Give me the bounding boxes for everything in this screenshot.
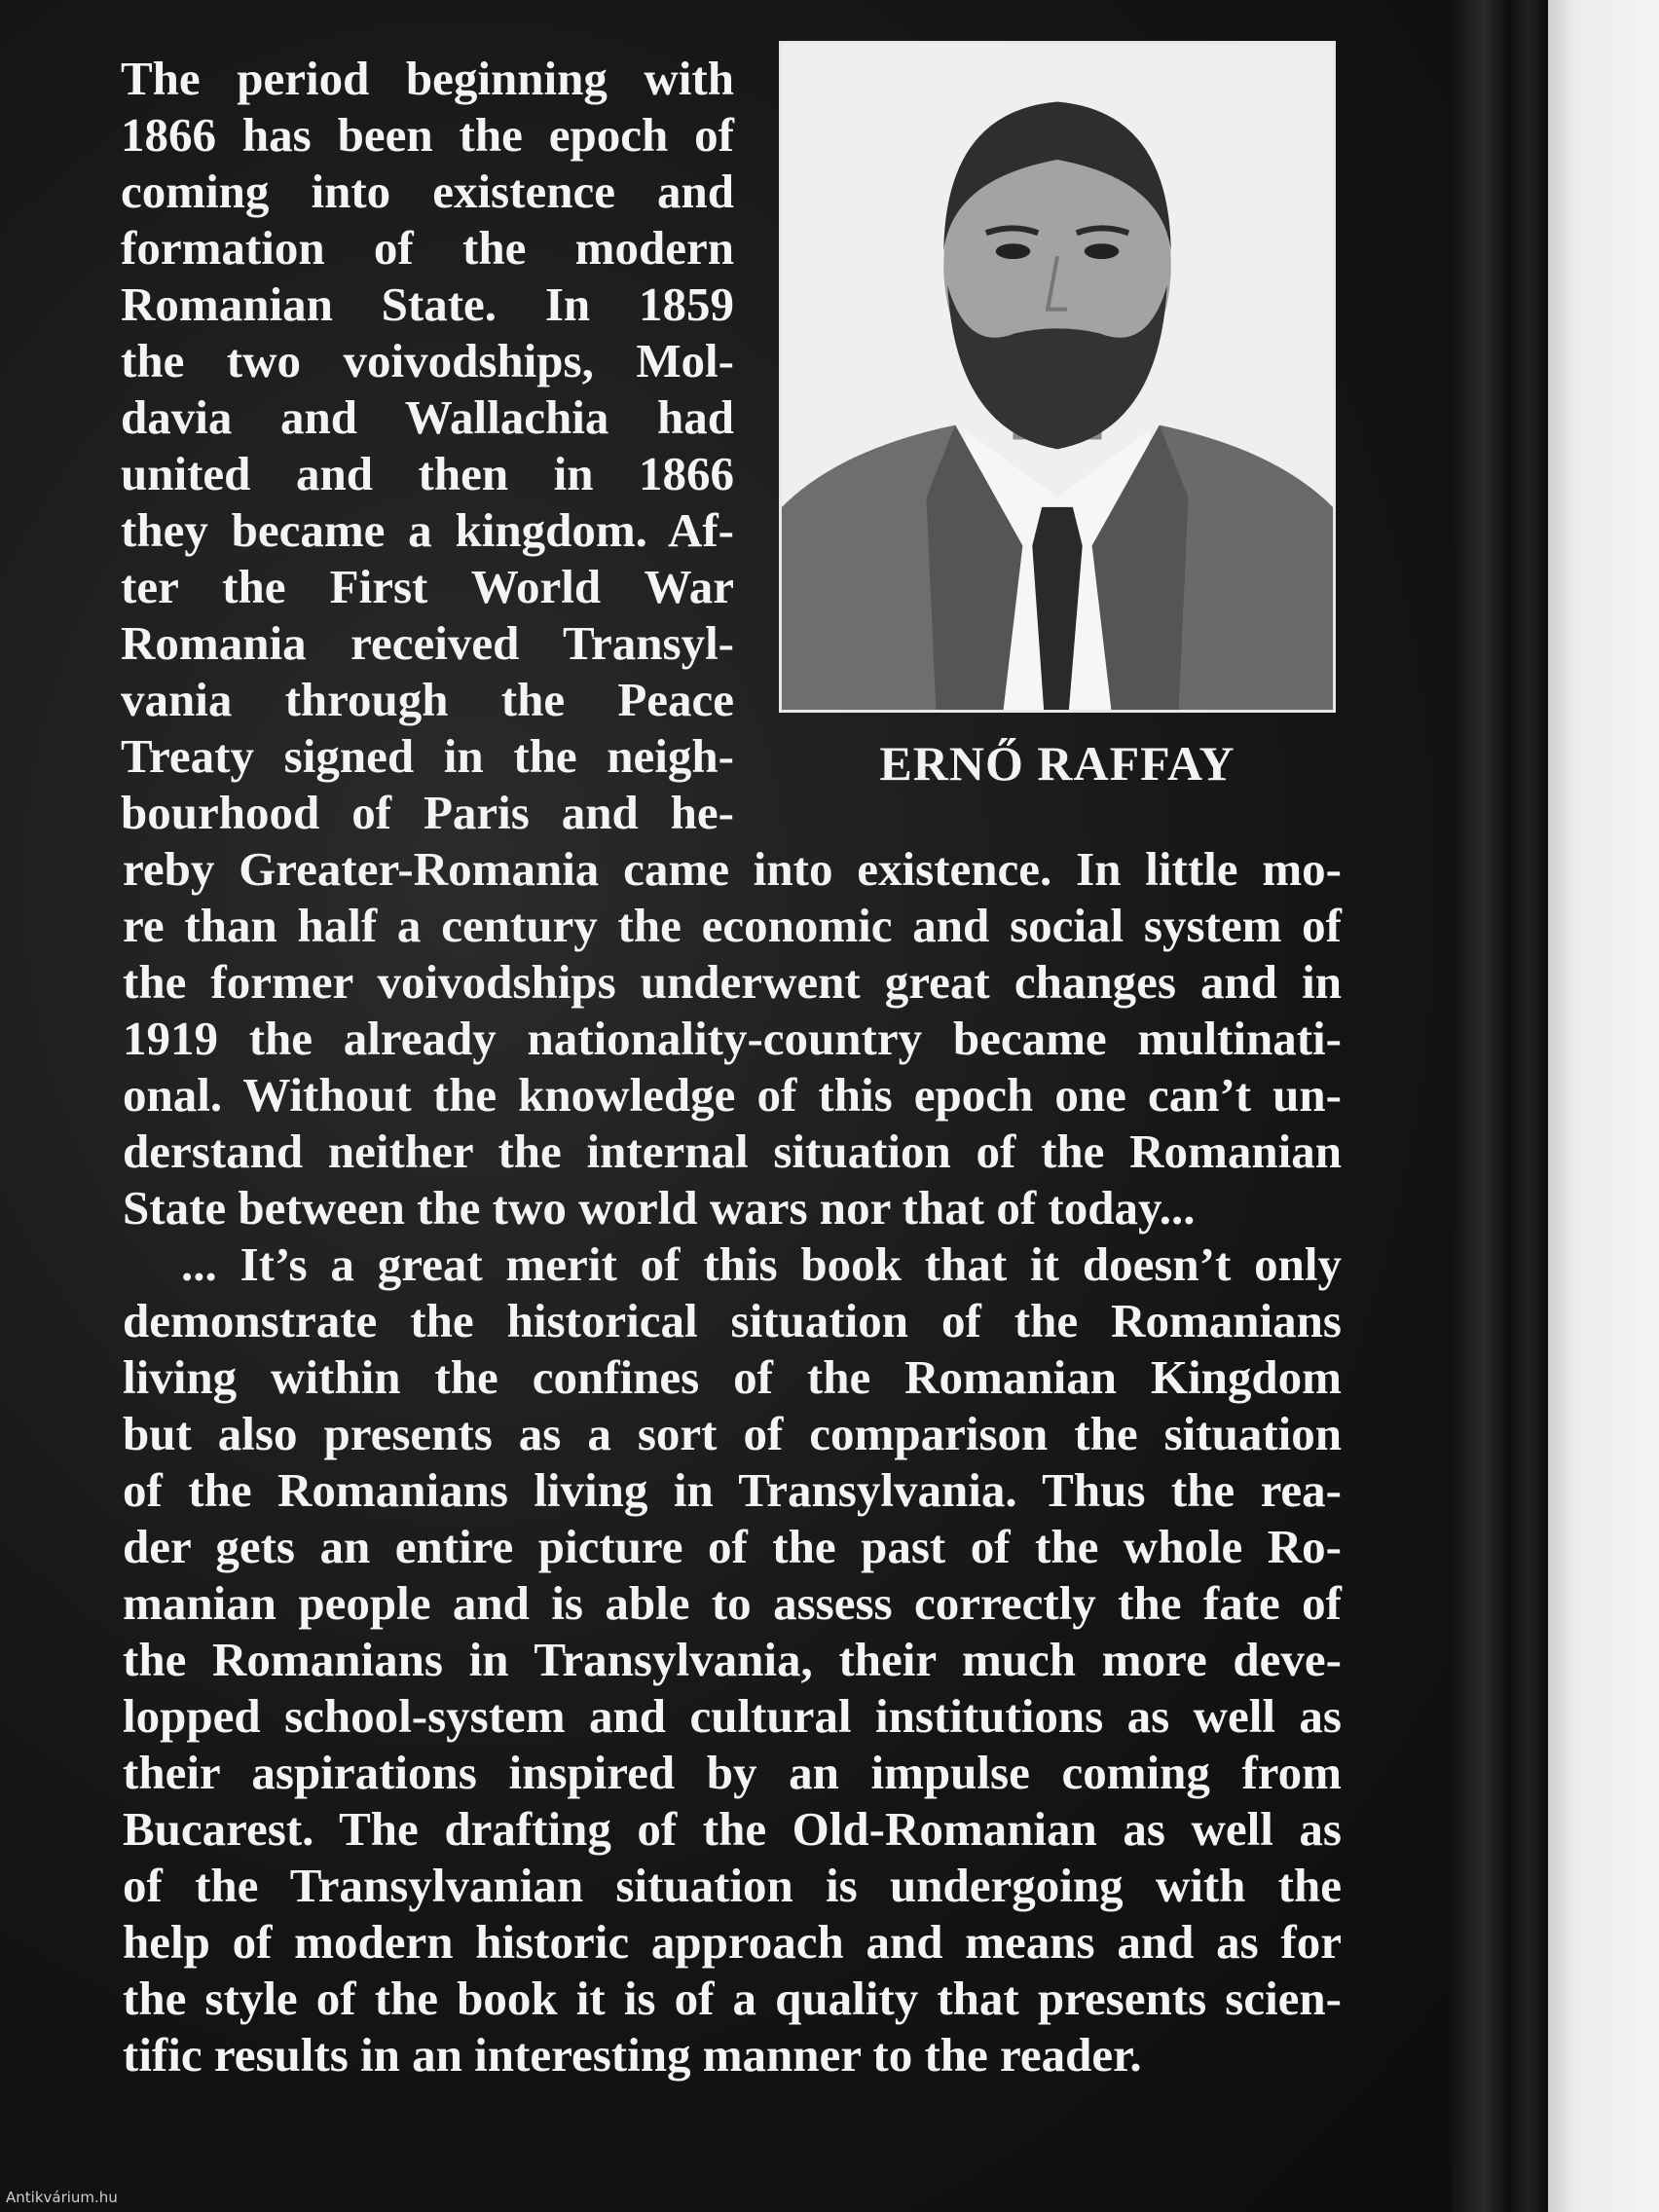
blurb-line: they became a kingdom. Af- <box>121 503 734 557</box>
blurb-line: Bucarest. The drafting of the Old-Romanian as well as <box>123 1802 1342 1856</box>
blurb-line: living within the confines of the Romanian Kingdom <box>123 1350 1342 1404</box>
blurb-line: formation of the modern <box>121 221 734 275</box>
blurb-line: ... It’s a great merit of this book that it doesn’t only <box>181 1237 1342 1291</box>
blurb-line: 1866 has been the epoch of <box>121 108 734 162</box>
blurb-line: the Romanians in Transylvania, their much more deve- <box>123 1633 1342 1686</box>
blurb-line: tific results in an interesting manner to the reader. <box>123 2028 1142 2082</box>
author-portrait <box>779 41 1336 713</box>
watermark: Antikvárium.hu <box>6 2189 118 2206</box>
blurb-line: coming into existence and <box>121 165 734 218</box>
blurb-line: but also presents as a sort of comparison the situation <box>123 1407 1342 1460</box>
blurb-line: State between the two world wars nor that of today... <box>123 1181 1196 1235</box>
author-portrait-image <box>782 44 1333 710</box>
blurb-line: ter the First World War <box>121 560 734 613</box>
blurb-line: bourhood of Paris and he- <box>121 786 734 839</box>
blurb-line: demonstrate the historical situation of the Romanians <box>123 1294 1342 1347</box>
blurb-line: Romania received Transyl- <box>121 616 734 670</box>
blurb-line: of the Transylvanian situation is undergoing with the <box>123 1859 1342 1912</box>
blurb-line: 1919 the already nationality-country became multinati- <box>123 1012 1342 1065</box>
author-name: ERNŐ RAFFAY <box>879 736 1235 791</box>
blurb-line: the style of the book it is of a quality that presents scien- <box>123 1972 1342 2025</box>
blurb-line: der gets an entire picture of the past of the whole Ro- <box>123 1520 1342 1573</box>
blurb-line: the former voivodships underwent great changes and in <box>123 955 1342 1009</box>
blurb-line: manian people and is able to assess correctly the fate of <box>123 1576 1342 1630</box>
blurb-line: derstand neither the internal situation of the Romanian <box>123 1124 1342 1178</box>
blurb-line: vania through the Peace <box>121 673 734 726</box>
blurb-line: reby Greater-Romania came into existence. In little mo- <box>123 842 1342 896</box>
blurb-line: lopped school-system and cultural institutions as well as <box>123 1689 1342 1743</box>
blurb-line: The period beginning with <box>121 52 734 105</box>
background-paper <box>1548 0 1659 2212</box>
blurb-line: united and then in 1866 <box>121 447 734 500</box>
blurb-line: help of modern historic approach and means and as for <box>123 1915 1342 1969</box>
blurb-line: of the Romanians living in Transylvania. Thus the rea- <box>123 1463 1342 1517</box>
blurb-line: Romanian State. In 1859 <box>121 277 734 331</box>
book-spine-edge <box>1451 0 1548 2212</box>
blurb-line: Treaty signed in the neigh- <box>121 729 734 783</box>
blurb-line: re than half a century the economic and social system of <box>123 899 1342 952</box>
blurb-line: the two voivodships, Mol- <box>121 334 734 387</box>
blurb-line: davia and Wallachia had <box>121 390 734 444</box>
blurb-line: their aspirations inspired by an impulse coming from <box>123 1746 1342 1799</box>
blurb-line: onal. Without the knowledge of this epoch one can’t un- <box>123 1068 1342 1122</box>
